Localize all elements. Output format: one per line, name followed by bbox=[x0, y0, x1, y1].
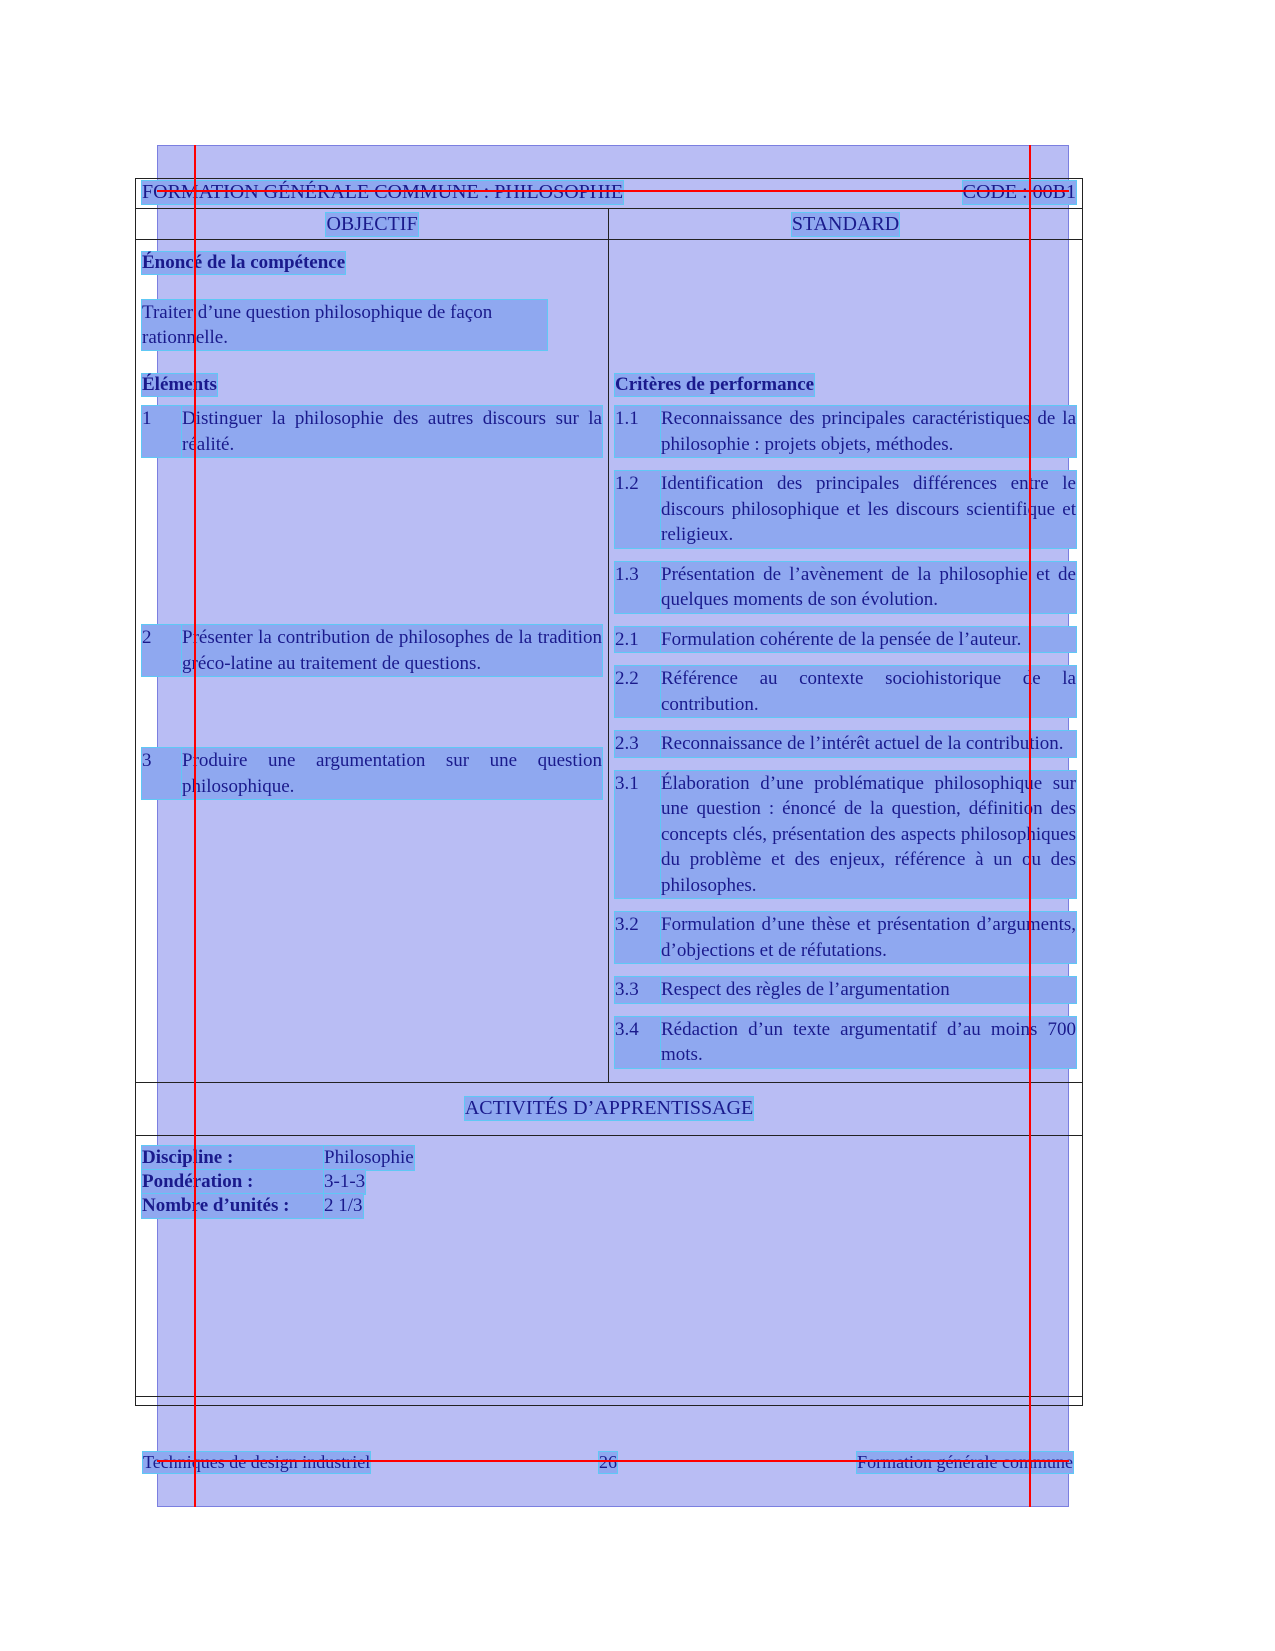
criterion-number: 3.2 bbox=[615, 912, 661, 963]
element-number: 3 bbox=[142, 748, 182, 799]
guide-line-bottom bbox=[157, 1460, 1069, 1462]
criterion-number: 2.3 bbox=[615, 731, 661, 757]
criterion-number: 2.1 bbox=[615, 627, 661, 653]
criterion-text: Rédaction d’un texte argumentatif d’au moins 700 mots. bbox=[661, 1017, 1076, 1068]
element-text: Présenter la contribution de philosophes de la tradition gréco-latine au traitement de questions. bbox=[182, 625, 602, 676]
criterion-item bbox=[615, 627, 1076, 653]
criterion-item bbox=[615, 562, 1076, 613]
criterion-number: 3.1 bbox=[615, 771, 661, 899]
criterion-text: Respect des règles de l’argumentation bbox=[661, 977, 1076, 1003]
criterion-number: 1.3 bbox=[615, 562, 661, 613]
column-header-objectif: OBJECTIF bbox=[326, 212, 418, 235]
column-header-standard-cell bbox=[609, 209, 1082, 239]
criteria-cell bbox=[609, 404, 1082, 1082]
info-label: Discipline : bbox=[142, 1146, 324, 1170]
course-title: FORMATION GÉNÉRALE COMMUNE : PHILOSOPHIE bbox=[142, 181, 624, 203]
footer-right: Formation générale commune bbox=[857, 1452, 1073, 1472]
course-code: CODE : 00B1 bbox=[962, 181, 1076, 203]
criterion-text: Reconnaissance de l’intérêt actuel de la contribution. bbox=[661, 731, 1076, 757]
criterion-text: Référence au contexte sociohistorique de la contribution. bbox=[661, 666, 1076, 717]
criterion-item bbox=[615, 977, 1076, 1003]
criterion-number: 3.3 bbox=[615, 977, 661, 1003]
info-row bbox=[142, 1170, 1076, 1194]
element-item bbox=[142, 406, 602, 457]
element-item bbox=[142, 748, 602, 799]
criterion-text: Reconnaissance des principales caractéristiques de la philosophie : projets objets, méthodes. bbox=[661, 406, 1076, 457]
info-value: 2 1/3 bbox=[324, 1194, 363, 1216]
info-label: Nombre d’unités : bbox=[142, 1194, 324, 1218]
criterion-number: 1.1 bbox=[615, 406, 661, 457]
subheader-row bbox=[135, 368, 1083, 404]
criterion-item bbox=[615, 666, 1076, 717]
competency-table bbox=[135, 178, 1083, 1406]
criterion-number: 2.2 bbox=[615, 666, 661, 717]
element-text: Produire une argumentation sur une question philosophique. bbox=[182, 748, 602, 799]
criterion-text: Formulation d’une thèse et présentation d’arguments, d’objections et de réfutations. bbox=[661, 912, 1076, 963]
criterion-text: Présentation de l’avènement de la philosophie et de quelques moments de son évolution. bbox=[661, 562, 1076, 613]
competency-statement-row bbox=[135, 240, 1083, 368]
criterion-number: 1.2 bbox=[615, 471, 661, 548]
criterion-item bbox=[615, 406, 1076, 457]
competency-text: Traiter d’une question philosophique de façon rationnelle. bbox=[142, 300, 547, 350]
info-value: Philosophie bbox=[324, 1146, 414, 1168]
info-row bbox=[142, 1146, 1076, 1170]
criterion-number: 3.4 bbox=[615, 1017, 661, 1068]
page-footer bbox=[143, 1452, 1073, 1473]
element-text: Distinguer la philosophie des autres discours sur la réalité. bbox=[182, 406, 602, 457]
column-header-objectif-cell bbox=[136, 209, 609, 239]
competency-standard-empty-cell bbox=[609, 240, 1082, 368]
subheader-elements: Éléments bbox=[142, 374, 217, 395]
guide-line-left bbox=[194, 145, 196, 1507]
subheader-criteres-cell bbox=[609, 368, 1082, 404]
criterion-item bbox=[615, 771, 1076, 899]
criterion-text: Formulation cohérente de la pensée de l’auteur. bbox=[661, 627, 1076, 653]
activities-title-bar bbox=[135, 1082, 1083, 1136]
info-label: Pondération : bbox=[142, 1170, 324, 1194]
info-row bbox=[142, 1194, 1076, 1218]
activities-title: ACTIVITÉS D’APPRENTISSAGE bbox=[464, 1097, 754, 1119]
info-value: 3-1-3 bbox=[324, 1170, 366, 1192]
column-header-standard: STANDARD bbox=[791, 212, 900, 235]
table-title-bar bbox=[135, 178, 1083, 208]
criterion-item bbox=[615, 471, 1076, 548]
footer-left: Techniques de design industriel bbox=[143, 1452, 371, 1472]
criterion-item bbox=[615, 1017, 1076, 1068]
subheader-elements-cell bbox=[136, 368, 609, 404]
criterion-text: Élaboration d’une problématique philosophique sur une question : énoncé de la question, définition des concepts clés, présentation des aspects philosophiques du problème et des enjeux, référence à un ou des philosophes. bbox=[661, 771, 1076, 899]
element-number: 1 bbox=[142, 406, 182, 457]
subheader-criteres: Critères de performance bbox=[615, 374, 815, 395]
competency-heading: Énoncé de la compétence bbox=[142, 252, 346, 273]
elements-cell bbox=[136, 404, 609, 1082]
guide-line-top bbox=[157, 190, 1069, 192]
competency-statement-cell bbox=[136, 240, 609, 368]
activities-info-block bbox=[135, 1136, 1083, 1406]
element-number: 2 bbox=[142, 625, 182, 676]
criterion-item bbox=[615, 912, 1076, 963]
table-column-headers bbox=[135, 208, 1083, 240]
guide-line-right bbox=[1029, 145, 1031, 1507]
footer-page-number: 26 bbox=[599, 1452, 617, 1472]
criterion-item bbox=[615, 731, 1076, 757]
criterion-text: Identification des principales différences entre le discours philosophique et les discours scientifique et religieux. bbox=[661, 471, 1076, 548]
element-item bbox=[142, 625, 602, 676]
content-row bbox=[135, 404, 1083, 1082]
